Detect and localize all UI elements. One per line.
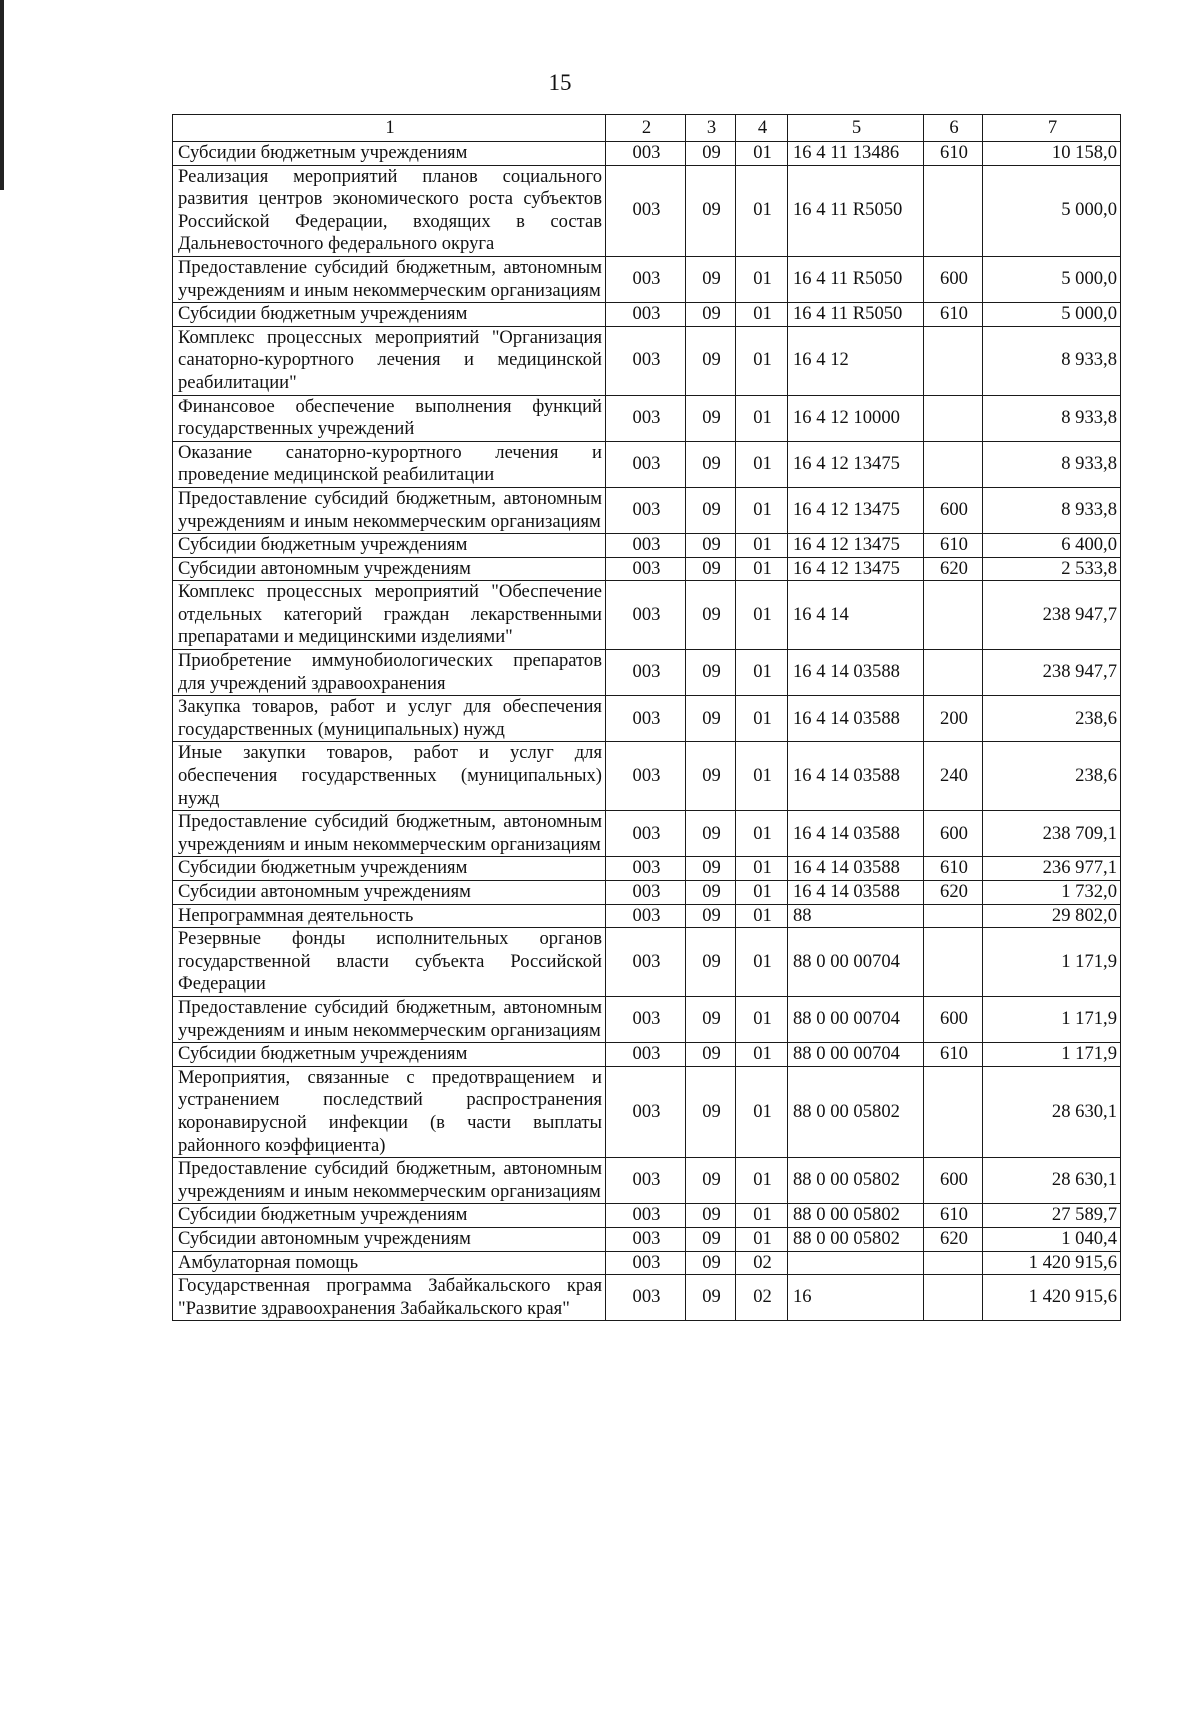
subsection-code-cell: 01 bbox=[736, 581, 788, 650]
amount-cell: 1 732,0 bbox=[983, 881, 1121, 905]
section-code-cell: 09 bbox=[686, 742, 736, 811]
table-row bbox=[173, 696, 1121, 742]
target-article-cell: 16 4 12 10000 bbox=[788, 395, 924, 441]
header-cell: 7 bbox=[983, 115, 1121, 142]
subsection-code-cell: 01 bbox=[736, 881, 788, 905]
ministry-code-cell: 003 bbox=[606, 996, 686, 1042]
subsection-code-cell: 01 bbox=[736, 928, 788, 997]
section-code-cell: 09 bbox=[686, 696, 736, 742]
amount-cell: 1 420 915,6 bbox=[983, 1275, 1121, 1321]
ministry-code-cell: 003 bbox=[606, 742, 686, 811]
amount-cell: 238 947,7 bbox=[983, 581, 1121, 650]
subsection-code-cell: 01 bbox=[736, 811, 788, 857]
expense-type-cell bbox=[924, 904, 983, 928]
subsection-code-cell: 01 bbox=[736, 534, 788, 558]
target-article-cell: 16 4 12 13475 bbox=[788, 441, 924, 487]
subsection-code-cell: 01 bbox=[736, 487, 788, 533]
table-row bbox=[173, 1158, 1121, 1204]
amount-cell: 5 000,0 bbox=[983, 303, 1121, 327]
table-row bbox=[173, 742, 1121, 811]
description-cell: Субсидии бюджетным учреждениям bbox=[173, 142, 606, 166]
subsection-code-cell: 01 bbox=[736, 857, 788, 881]
table-header-row bbox=[173, 115, 1121, 142]
description-cell: Непрограммная деятельность bbox=[173, 904, 606, 928]
target-article-cell: 88 0 00 05802 bbox=[788, 1227, 924, 1251]
section-code-cell: 09 bbox=[686, 1043, 736, 1067]
subsection-code-cell: 01 bbox=[736, 303, 788, 327]
amount-cell: 1 171,9 bbox=[983, 928, 1121, 997]
header-cell: 6 bbox=[924, 115, 983, 142]
description-cell: Субсидии бюджетным учреждениям bbox=[173, 534, 606, 558]
target-article-cell: 16 bbox=[788, 1275, 924, 1321]
target-article-cell: 16 4 14 03588 bbox=[788, 881, 924, 905]
subsection-code-cell: 02 bbox=[736, 1275, 788, 1321]
expense-type-cell: 600 bbox=[924, 996, 983, 1042]
table-row bbox=[173, 881, 1121, 905]
target-article-cell: 88 0 00 05802 bbox=[788, 1066, 924, 1157]
expense-type-cell bbox=[924, 165, 983, 256]
amount-cell: 238 709,1 bbox=[983, 811, 1121, 857]
amount-cell: 1 171,9 bbox=[983, 1043, 1121, 1067]
target-article-cell: 16 4 14 03588 bbox=[788, 857, 924, 881]
amount-cell: 8 933,8 bbox=[983, 395, 1121, 441]
ministry-code-cell: 003 bbox=[606, 534, 686, 558]
table-row bbox=[173, 487, 1121, 533]
ministry-code-cell: 003 bbox=[606, 1066, 686, 1157]
description-cell: Мероприятия, связанные с предотвращением и устранением последствий распространения коронавирусной инфекции (в части выплаты районного коэффициента) bbox=[173, 1066, 606, 1157]
ministry-code-cell: 003 bbox=[606, 1227, 686, 1251]
table-row bbox=[173, 256, 1121, 302]
target-article-cell bbox=[788, 1251, 924, 1275]
ministry-code-cell: 003 bbox=[606, 441, 686, 487]
table-row bbox=[173, 557, 1121, 581]
expense-type-cell: 240 bbox=[924, 742, 983, 811]
target-article-cell: 16 4 12 13475 bbox=[788, 534, 924, 558]
section-code-cell: 09 bbox=[686, 441, 736, 487]
section-code-cell: 09 bbox=[686, 303, 736, 327]
expense-type-cell: 610 bbox=[924, 1043, 983, 1067]
expense-type-cell bbox=[924, 441, 983, 487]
target-article-cell: 16 4 12 13475 bbox=[788, 557, 924, 581]
expense-type-cell: 600 bbox=[924, 811, 983, 857]
ministry-code-cell: 003 bbox=[606, 696, 686, 742]
table-row bbox=[173, 1227, 1121, 1251]
section-code-cell: 09 bbox=[686, 1251, 736, 1275]
section-code-cell: 09 bbox=[686, 1158, 736, 1204]
ministry-code-cell: 003 bbox=[606, 881, 686, 905]
section-code-cell: 09 bbox=[686, 581, 736, 650]
ministry-code-cell: 003 bbox=[606, 1275, 686, 1321]
target-article-cell: 88 0 00 00704 bbox=[788, 1043, 924, 1067]
amount-cell: 238,6 bbox=[983, 742, 1121, 811]
target-article-cell: 16 4 11 R5050 bbox=[788, 165, 924, 256]
expense-type-cell: 610 bbox=[924, 857, 983, 881]
section-code-cell: 09 bbox=[686, 326, 736, 395]
ministry-code-cell: 003 bbox=[606, 487, 686, 533]
table-row bbox=[173, 904, 1121, 928]
header-cell: 2 bbox=[606, 115, 686, 142]
expense-type-cell: 600 bbox=[924, 256, 983, 302]
subsection-code-cell: 01 bbox=[736, 256, 788, 302]
ministry-code-cell: 003 bbox=[606, 557, 686, 581]
target-article-cell: 16 4 11 R5050 bbox=[788, 303, 924, 327]
subsection-code-cell: 01 bbox=[736, 395, 788, 441]
header-cell: 3 bbox=[686, 115, 736, 142]
subsection-code-cell: 01 bbox=[736, 1066, 788, 1157]
expense-type-cell bbox=[924, 1066, 983, 1157]
description-cell: Субсидии автономным учреждениям bbox=[173, 881, 606, 905]
target-article-cell: 88 0 00 05802 bbox=[788, 1158, 924, 1204]
section-code-cell: 09 bbox=[686, 650, 736, 696]
amount-cell: 5 000,0 bbox=[983, 165, 1121, 256]
target-article-cell: 16 4 12 13475 bbox=[788, 487, 924, 533]
section-code-cell: 09 bbox=[686, 557, 736, 581]
subsection-code-cell: 01 bbox=[736, 904, 788, 928]
description-cell: Комплекс процессных мероприятий "Организация санаторно-курортного лечения и медицинской реабилитации" bbox=[173, 326, 606, 395]
target-article-cell: 88 0 00 05802 bbox=[788, 1204, 924, 1228]
expense-type-cell bbox=[924, 581, 983, 650]
budget-table bbox=[172, 114, 1121, 1321]
subsection-code-cell: 01 bbox=[736, 326, 788, 395]
subsection-code-cell: 01 bbox=[736, 1043, 788, 1067]
table-row bbox=[173, 1204, 1121, 1228]
subsection-code-cell: 01 bbox=[736, 557, 788, 581]
amount-cell: 27 589,7 bbox=[983, 1204, 1121, 1228]
subsection-code-cell: 01 bbox=[736, 142, 788, 166]
target-article-cell: 16 4 14 03588 bbox=[788, 811, 924, 857]
target-article-cell: 16 4 14 03588 bbox=[788, 696, 924, 742]
header-cell: 1 bbox=[173, 115, 606, 142]
amount-cell: 6 400,0 bbox=[983, 534, 1121, 558]
expense-type-cell: 200 bbox=[924, 696, 983, 742]
section-code-cell: 09 bbox=[686, 857, 736, 881]
description-cell: Реализация мероприятий планов социального развития центров экономического роста субъектов Российской Федерации, входящих в состав Дальневосточного федерального округа bbox=[173, 165, 606, 256]
section-code-cell: 09 bbox=[686, 395, 736, 441]
description-cell: Субсидии автономным учреждениям bbox=[173, 1227, 606, 1251]
expense-type-cell: 610 bbox=[924, 534, 983, 558]
target-article-cell: 16 4 11 13486 bbox=[788, 142, 924, 166]
amount-cell: 8 933,8 bbox=[983, 441, 1121, 487]
expense-type-cell bbox=[924, 395, 983, 441]
ministry-code-cell: 003 bbox=[606, 904, 686, 928]
amount-cell: 29 802,0 bbox=[983, 904, 1121, 928]
header-cell: 4 bbox=[736, 115, 788, 142]
table-row bbox=[173, 811, 1121, 857]
section-code-cell: 09 bbox=[686, 1227, 736, 1251]
subsection-code-cell: 01 bbox=[736, 742, 788, 811]
amount-cell: 28 630,1 bbox=[983, 1066, 1121, 1157]
section-code-cell: 09 bbox=[686, 256, 736, 302]
ministry-code-cell: 003 bbox=[606, 256, 686, 302]
expense-type-cell bbox=[924, 650, 983, 696]
amount-cell: 5 000,0 bbox=[983, 256, 1121, 302]
section-code-cell: 09 bbox=[686, 1204, 736, 1228]
table-row bbox=[173, 395, 1121, 441]
description-cell: Предоставление субсидий бюджетным, автономным учреждениям и иным некоммерческим организациям bbox=[173, 487, 606, 533]
target-article-cell: 16 4 14 03588 bbox=[788, 742, 924, 811]
table-row bbox=[173, 581, 1121, 650]
expense-type-cell bbox=[924, 1251, 983, 1275]
ministry-code-cell: 003 bbox=[606, 326, 686, 395]
target-article-cell: 16 4 12 bbox=[788, 326, 924, 395]
amount-cell: 2 533,8 bbox=[983, 557, 1121, 581]
amount-cell: 1 040,4 bbox=[983, 1227, 1121, 1251]
page-number: 15 bbox=[548, 70, 572, 95]
section-code-cell: 09 bbox=[686, 904, 736, 928]
ministry-code-cell: 003 bbox=[606, 303, 686, 327]
table-row bbox=[173, 650, 1121, 696]
description-cell: Иные закупки товаров, работ и услуг для обеспечения государственных (муниципальных) нужд bbox=[173, 742, 606, 811]
subsection-code-cell: 02 bbox=[736, 1251, 788, 1275]
description-cell: Предоставление субсидий бюджетным, автономным учреждениям и иным некоммерческим организациям bbox=[173, 1158, 606, 1204]
description-cell: Оказание санаторно-курортного лечения и проведение медицинской реабилитации bbox=[173, 441, 606, 487]
ministry-code-cell: 003 bbox=[606, 142, 686, 166]
section-code-cell: 09 bbox=[686, 811, 736, 857]
section-code-cell: 09 bbox=[686, 1066, 736, 1157]
description-cell: Предоставление субсидий бюджетным, автономным учреждениям и иным некоммерческим организациям bbox=[173, 256, 606, 302]
amount-cell: 10 158,0 bbox=[983, 142, 1121, 166]
target-article-cell: 16 4 14 bbox=[788, 581, 924, 650]
table-row bbox=[173, 534, 1121, 558]
table-row bbox=[173, 1043, 1121, 1067]
subsection-code-cell: 01 bbox=[736, 1158, 788, 1204]
expense-type-cell: 620 bbox=[924, 557, 983, 581]
amount-cell: 8 933,8 bbox=[983, 326, 1121, 395]
ministry-code-cell: 003 bbox=[606, 395, 686, 441]
description-cell: Предоставление субсидий бюджетным, автономным учреждениям и иным некоммерческим организациям bbox=[173, 996, 606, 1042]
table-row bbox=[173, 928, 1121, 997]
subsection-code-cell: 01 bbox=[736, 441, 788, 487]
description-cell: Амбулаторная помощь bbox=[173, 1251, 606, 1275]
table-row bbox=[173, 1251, 1121, 1275]
ministry-code-cell: 003 bbox=[606, 650, 686, 696]
ministry-code-cell: 003 bbox=[606, 581, 686, 650]
expense-type-cell: 620 bbox=[924, 1227, 983, 1251]
description-cell: Субсидии бюджетным учреждениям bbox=[173, 857, 606, 881]
section-code-cell: 09 bbox=[686, 534, 736, 558]
description-cell: Приобретение иммунобиологических препаратов для учреждений здравоохранения bbox=[173, 650, 606, 696]
table-row bbox=[173, 165, 1121, 256]
subsection-code-cell: 01 bbox=[736, 996, 788, 1042]
subsection-code-cell: 01 bbox=[736, 1204, 788, 1228]
table-row bbox=[173, 326, 1121, 395]
target-article-cell: 88 0 00 00704 bbox=[788, 928, 924, 997]
description-cell: Субсидии бюджетным учреждениям bbox=[173, 1043, 606, 1067]
amount-cell: 8 933,8 bbox=[983, 487, 1121, 533]
description-cell: Субсидии автономным учреждениям bbox=[173, 557, 606, 581]
expense-type-cell bbox=[924, 1275, 983, 1321]
subsection-code-cell: 01 bbox=[736, 165, 788, 256]
description-cell: Субсидии бюджетным учреждениям bbox=[173, 1204, 606, 1228]
target-article-cell: 88 bbox=[788, 904, 924, 928]
description-cell: Комплекс процессных мероприятий "Обеспечение отдельных категорий граждан лекарственными препаратами и медицинскими изделиями" bbox=[173, 581, 606, 650]
subsection-code-cell: 01 bbox=[736, 650, 788, 696]
expense-type-cell: 600 bbox=[924, 487, 983, 533]
description-cell: Закупка товаров, работ и услуг для обеспечения государственных (муниципальных) нужд bbox=[173, 696, 606, 742]
amount-cell: 28 630,1 bbox=[983, 1158, 1121, 1204]
table-row bbox=[173, 996, 1121, 1042]
expense-type-cell: 610 bbox=[924, 303, 983, 327]
target-article-cell: 16 4 11 R5050 bbox=[788, 256, 924, 302]
description-cell: Предоставление субсидий бюджетным, автономным учреждениям и иным некоммерческим организациям bbox=[173, 811, 606, 857]
table-row bbox=[173, 1066, 1121, 1157]
ministry-code-cell: 003 bbox=[606, 1043, 686, 1067]
expense-type-cell: 610 bbox=[924, 142, 983, 166]
amount-cell: 238 947,7 bbox=[983, 650, 1121, 696]
section-code-cell: 09 bbox=[686, 1275, 736, 1321]
ministry-code-cell: 003 bbox=[606, 1204, 686, 1228]
table-row bbox=[173, 1275, 1121, 1321]
table-row bbox=[173, 142, 1121, 166]
section-code-cell: 09 bbox=[686, 881, 736, 905]
amount-cell: 1 420 915,6 bbox=[983, 1251, 1121, 1275]
section-code-cell: 09 bbox=[686, 142, 736, 166]
section-code-cell: 09 bbox=[686, 928, 736, 997]
description-cell: Государственная программа Забайкальского края "Развитие здравоохранения Забайкальского края" bbox=[173, 1275, 606, 1321]
section-code-cell: 09 bbox=[686, 487, 736, 533]
table-row bbox=[173, 303, 1121, 327]
description-cell: Субсидии бюджетным учреждениям bbox=[173, 303, 606, 327]
table-body bbox=[173, 115, 1121, 1321]
expense-type-cell: 620 bbox=[924, 881, 983, 905]
ministry-code-cell: 003 bbox=[606, 811, 686, 857]
header-cell: 5 bbox=[788, 115, 924, 142]
section-code-cell: 09 bbox=[686, 165, 736, 256]
target-article-cell: 16 4 14 03588 bbox=[788, 650, 924, 696]
subsection-code-cell: 01 bbox=[736, 1227, 788, 1251]
ministry-code-cell: 003 bbox=[606, 165, 686, 256]
ministry-code-cell: 003 bbox=[606, 1158, 686, 1204]
amount-cell: 238,6 bbox=[983, 696, 1121, 742]
description-cell: Финансовое обеспечение выполнения функций государственных учреждений bbox=[173, 395, 606, 441]
amount-cell: 236 977,1 bbox=[983, 857, 1121, 881]
section-code-cell: 09 bbox=[686, 996, 736, 1042]
ministry-code-cell: 003 bbox=[606, 928, 686, 997]
ministry-code-cell: 003 bbox=[606, 857, 686, 881]
expense-type-cell bbox=[924, 326, 983, 395]
table-row bbox=[173, 441, 1121, 487]
amount-cell: 1 171,9 bbox=[983, 996, 1121, 1042]
expense-type-cell: 610 bbox=[924, 1204, 983, 1228]
expense-type-cell bbox=[924, 928, 983, 997]
subsection-code-cell: 01 bbox=[736, 696, 788, 742]
ministry-code-cell: 003 bbox=[606, 1251, 686, 1275]
expense-type-cell: 600 bbox=[924, 1158, 983, 1204]
table-row bbox=[173, 857, 1121, 881]
description-cell: Резервные фонды исполнительных органов государственной власти субъекта Российской Федерации bbox=[173, 928, 606, 997]
target-article-cell: 88 0 00 00704 bbox=[788, 996, 924, 1042]
